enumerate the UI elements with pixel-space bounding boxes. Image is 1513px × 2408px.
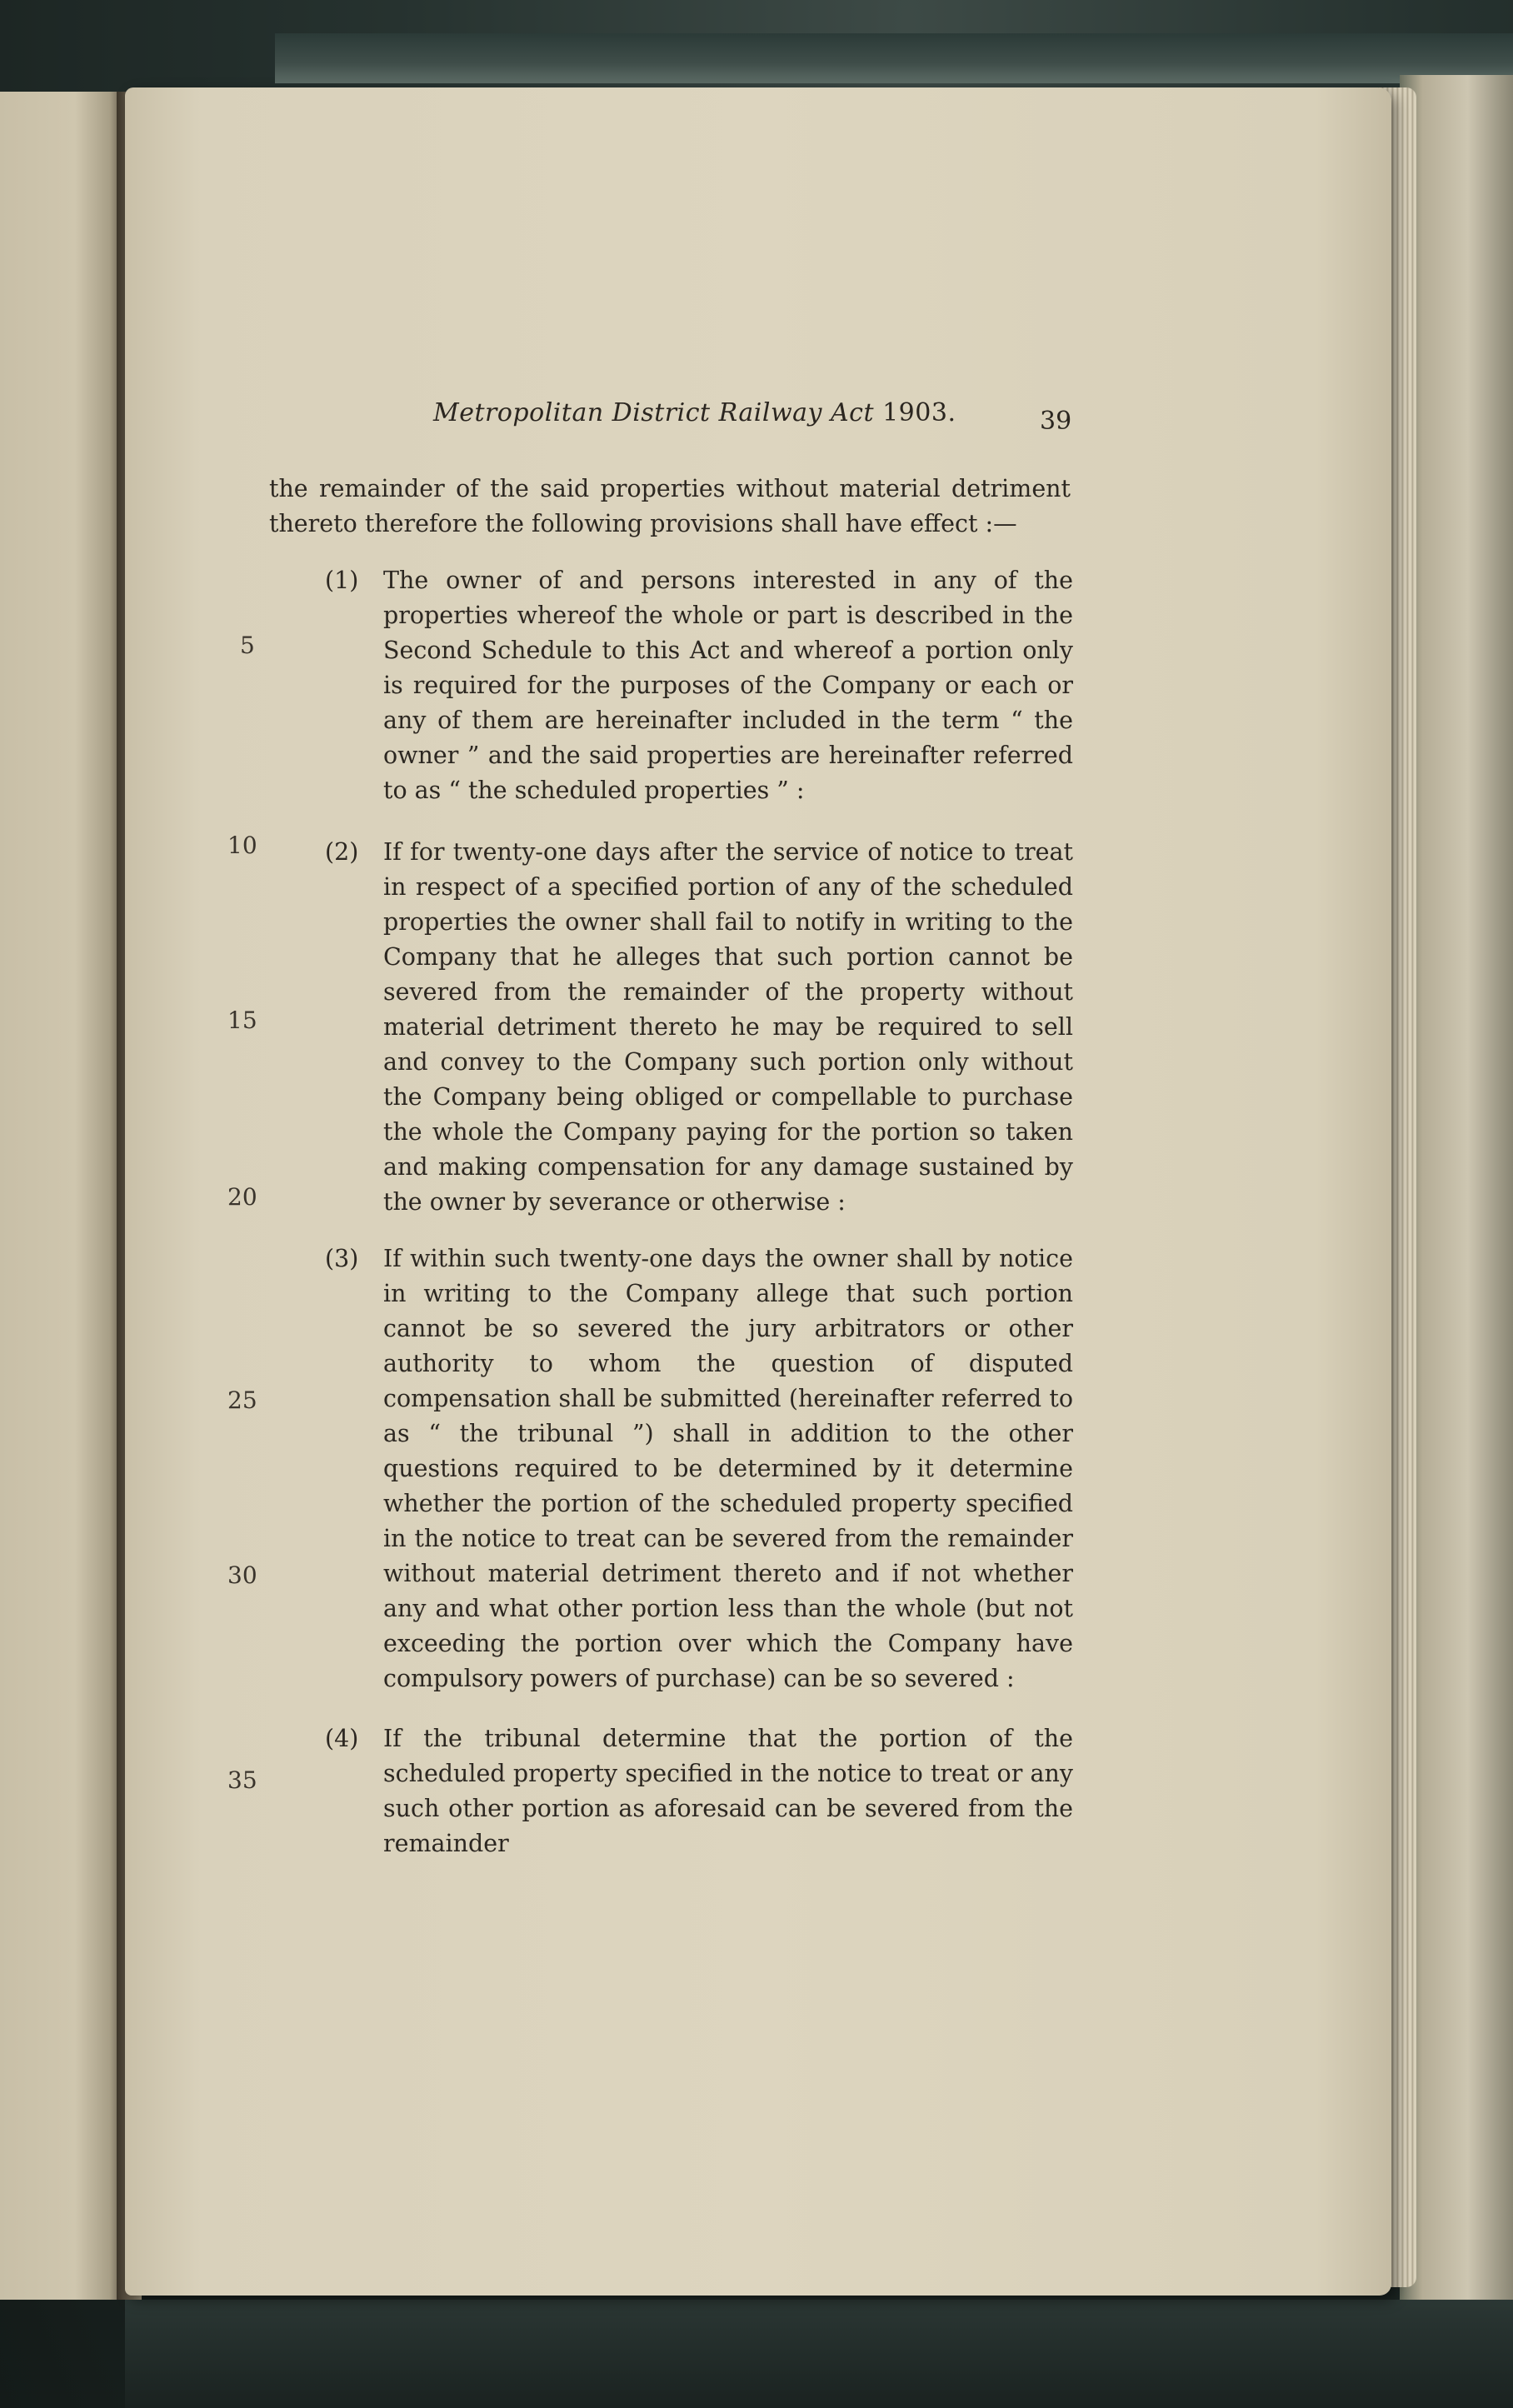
paragraph-number: (3) xyxy=(325,1245,359,1272)
line-number: 25 xyxy=(227,1386,257,1414)
line-number: 5 xyxy=(240,632,255,659)
cover-right-edge xyxy=(1400,75,1513,2325)
paragraph-1 xyxy=(325,563,1073,808)
paragraph-text: If for twenty-one days after the service of notice to treat in respect of a specified portion of any of the scheduled properties the owner shall fail to notify in writing to the Company that he alleges that such portion cannot be severed from the remainder of the property without material detriment thereto he may be required to sell and convey to the Company such portion only without the Company being obliged or compellable to purchase the whole the Company paying for the portion so taken and making compensation for any damage sustained by the owner by severance or otherwise : xyxy=(383,838,1073,1216)
line-number: 30 xyxy=(227,1561,257,1589)
running-header xyxy=(433,398,956,427)
cover-bottom-edge xyxy=(125,2300,1513,2408)
running-title: Metropolitan District Railway Act xyxy=(433,398,875,427)
paragraph-number: (2) xyxy=(325,838,359,866)
cover-top-edge xyxy=(275,33,1513,83)
paragraph-2 xyxy=(325,835,1073,1220)
line-number: 20 xyxy=(227,1183,257,1211)
paragraph-text: The owner of and persons interested in any of the properties whereof the whole or part is described in the Second Schedule to this Act and whereof a portion only is required for the purposes of the Company or each or any of them are hereinafter included in the term “ the owner ” and the said properties are hereinafter referred to as “ the scheduled properties ” : xyxy=(383,567,1073,804)
intro-paragraph: the remainder of the said properties without material detriment thereto therefore the following provisions shall have effect :— xyxy=(269,475,1071,537)
paragraph-text: If the tribunal determine that the portion of the scheduled property specified in the notice to treat or any such other portion as aforesaid can be severed from the remainder xyxy=(383,1725,1073,1857)
running-year: 1903. xyxy=(882,398,956,427)
paragraph-text: If within such twenty-one days the owner shall by notice in writing to the Company allege that such portion cannot be so severed the jury arbitrators or other authority to whom the question of disputed compensation shall be submitted (hereinafter referred to as “ the tribunal ”) shall in addition to the other questions required to be determined by it determine whether the portion of the scheduled property specified in the notice to treat can be severed from the remainder without material detriment thereto and if not whether any and what other portion less than the whole (but not exceeding the portion over which the Company have compulsory powers of purchase) can be so severed : xyxy=(383,1245,1073,1692)
page-number: 39 xyxy=(1040,407,1072,436)
paragraph-number: (4) xyxy=(325,1725,359,1752)
line-number: 15 xyxy=(227,1007,257,1034)
paragraph-number: (1) xyxy=(325,567,359,594)
previous-page-edge xyxy=(0,92,125,2300)
paragraph-4 xyxy=(325,1721,1073,1861)
line-number: 10 xyxy=(227,832,257,859)
paragraph-3 xyxy=(325,1241,1073,1696)
line-number: 35 xyxy=(227,1766,257,1794)
